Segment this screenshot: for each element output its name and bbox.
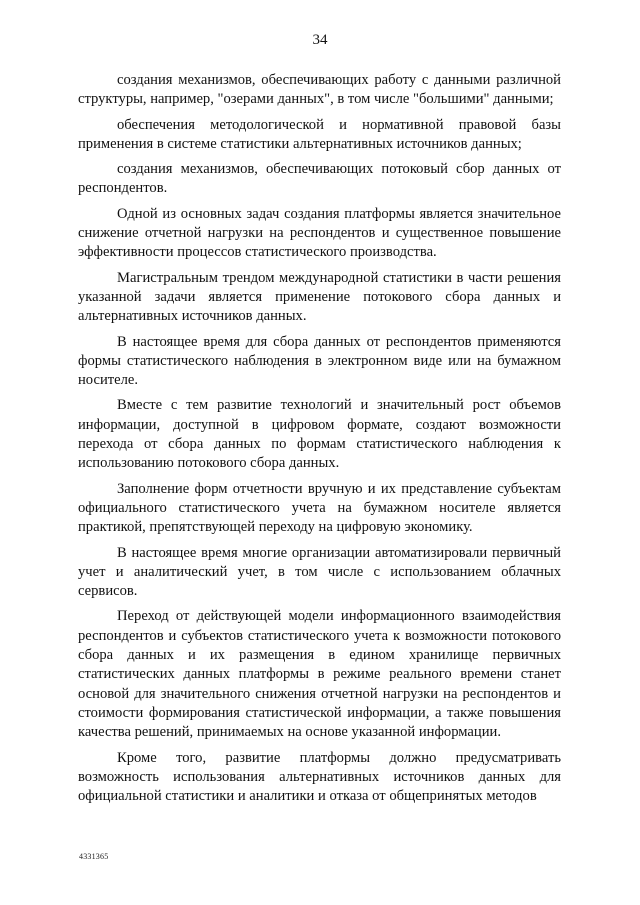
paragraph: Одной из основных задач создания платформы является значительное снижение отчетной нагрузки на респондентов и существенное повышение эффективности процессов статистического производства. bbox=[78, 205, 561, 261]
paragraph: Переход от действующей модели информационного взаимодействия респондентов и субъектов статистического учета к возможности потокового сбора данных и их размещения в едином хранилище первичных статистических данных платформы в режиме реального времени станет основой для значительного снижения отчетной нагрузки на респондентов и стоимости формирования статистической информации, а также повышения качества решений, принимаемых на основе указанной информации. bbox=[78, 608, 561, 741]
document-code: 4331365 bbox=[79, 852, 109, 861]
paragraph: Вместе с тем развитие технологий и значительный рост объемов информации, доступной в цифровом формате, создают возможности перехода от сбора данных по формам статистического наблюдения к использованию потокового сбора данных. bbox=[78, 397, 561, 472]
document-body bbox=[78, 71, 561, 806]
paragraph: создания механизмов, обеспечивающих работу с данными различной структуры, например, "озерами данных", в том числе "большими" данными; bbox=[78, 72, 561, 108]
paragraph: Заполнение форм отчетности вручную и их представление субъектам официального статистического учета на бумажном носителе является практикой, препятствующей переходу на цифровую экономику. bbox=[78, 480, 561, 536]
paragraph: Магистральным трендом международной статистики в части решения указанной задачи является применение потокового сбора данных и альтернативных источников данных. bbox=[78, 269, 561, 325]
paragraph: В настоящее время многие организации автоматизировали первичный учет и аналитический учет, в том числе с использованием облачных сервисов. bbox=[78, 544, 561, 600]
paragraph: создания механизмов, обеспечивающих потоковый сбор данных от респондентов. bbox=[78, 161, 561, 197]
paragraph: обеспечения методологической и нормативной правовой базы применения в системе статистики альтернативных источников данных; bbox=[78, 116, 561, 152]
paragraph: Кроме того, развитие платформы должно предусматривать возможность использования альтернативных источников данных для официальной статистики и аналитики и отказа от общепринятых методов bbox=[78, 749, 561, 805]
page-number: 34 bbox=[312, 32, 328, 48]
paragraph: В настоящее время для сбора данных от респондентов применяются формы статистического наблюдения в электронном виде или на бумажном носителе. bbox=[78, 333, 561, 389]
